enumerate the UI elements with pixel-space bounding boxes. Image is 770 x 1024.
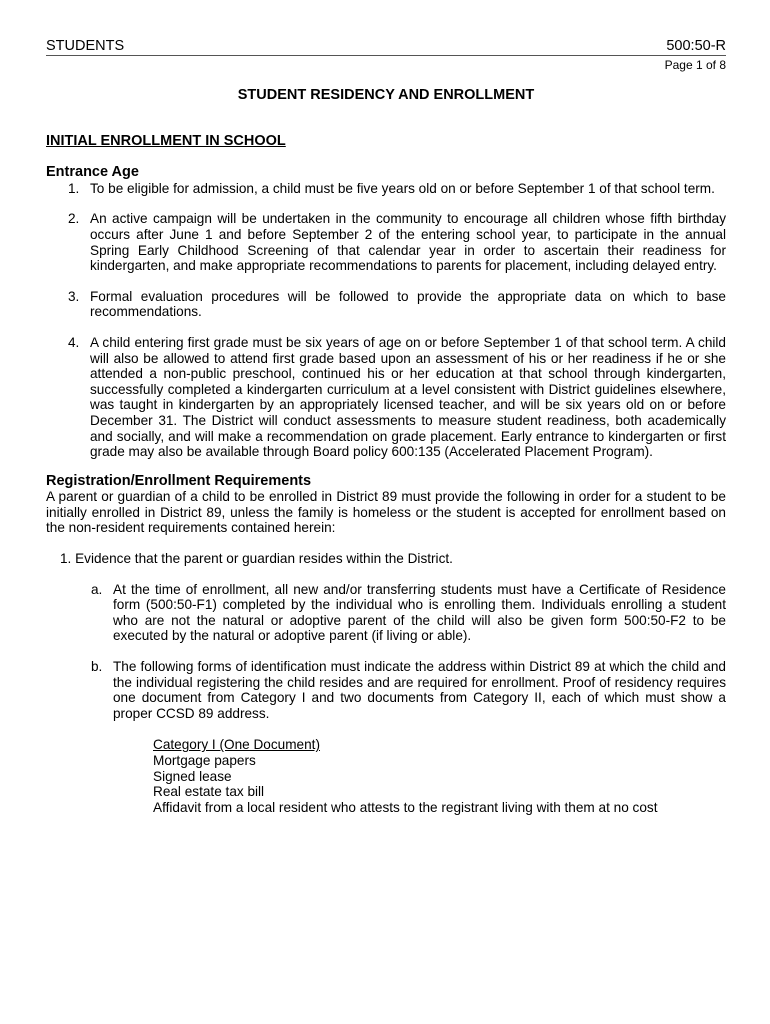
category-1-item: Signed lease [153,768,232,784]
registration-sub-item-b [46,659,726,721]
entrance-age-item-3 [46,289,726,320]
item-number: 4. [68,334,80,350]
registration-item-1: 1. Evidence that the parent or guardian resides within the District. [60,551,453,567]
item-letter: b. [91,659,103,675]
entrance-age-heading: Entrance Age [46,164,139,181]
header-section: STUDENTS [46,38,125,54]
item-number: 2. [68,211,80,227]
item-letter: a. [91,581,103,597]
category-1-list [46,737,726,815]
category-1-item: Affidavit from a local resident who attests to the registrant living with them at no cost [153,799,658,815]
item-text: To be eligible for admission, a child must be five years old on or before September 1 of that school term. [90,180,715,196]
page-number: Page 1 of 8 [664,58,726,72]
item-text: A child entering first grade must be six years of age on or before September 1 of that school term. A child will also be allowed to attend first grade based upon an assessment of his or her readiness if he or she attended a non-public preschool, continued his or her education at that school through kindergarten, successfully completed a kindergarten curriculum at a level consistent with District guidelines elsewhere, was taught in kindergarten by an appropriately licensed teacher, and will be six years old on or before December 31. The District will conduct assessments to measure student readiness, both academically and socially, and will make a recommendation on grade placement. Early entrance to kindergarten or first grade may also be available through Board policy 600:135 (Accelerated Placement Program). [90,334,726,460]
item-number: 3. [68,288,80,304]
entrance-age-item-4 [46,335,726,460]
entrance-age-item-1 [46,181,726,197]
header-policy-number: 500:50-R [666,38,726,54]
item-text: An active campaign will be undertaken in the community to encourage all children whose fifth birthday occurs after June 1 and before September 2 of the entering school year, to participate in the annual Spring Early Childhood Screening of that calendar year in order to ascertain their readiness for kindergarten, and make appropriate recommendations to parents for placement, including delayed entry. [90,211,726,274]
section-heading: INITIAL ENROLLMENT IN SCHOOL [46,132,286,149]
page-header [46,38,726,56]
category-1-item: Mortgage papers [153,753,256,768]
category-1-heading: Category I (One Document) [153,737,320,753]
registration-heading: Registration/Enrollment Requirements [46,472,312,489]
item-number: 1. [68,180,80,196]
entrance-age-item-2 [46,211,726,273]
registration-sub-item-a [46,582,726,644]
registration-intro: A parent or guardian of a child to be enrolled in District 89 must provide the following in order for a student to be initially enrolled in District 89, unless the family is homeless or the student is accepted for enrollment based on the non-resident requirements contained herein: [46,489,726,536]
item-text: Formal evaluation procedures will be followed to provide the appropriate data on which to base recommendations. [90,288,726,320]
document-title: STUDENT RESIDENCY AND ENROLLMENT [237,87,535,103]
item-text: The following forms of identification must indicate the address within District 89 at which the child and the individual registering the child resides and are required for enrollment. Proof of residency requires one document from Category I and two documents from Category II, each of which must show a proper CCSD 89 address. [113,659,726,721]
category-1-item: Real estate tax bill [153,784,265,800]
document-page [46,38,726,815]
item-text: At the time of enrollment, all new and/or transferring students must have a Certificate of Residence form (500:50-F1) completed by the individual who is enrolling them. Individuals enrolling a student who are not the natural or adoptive parent of the child will also be given form 500:50-F2 to be executed by the natural or adoptive parent (if living or able). [113,581,726,644]
